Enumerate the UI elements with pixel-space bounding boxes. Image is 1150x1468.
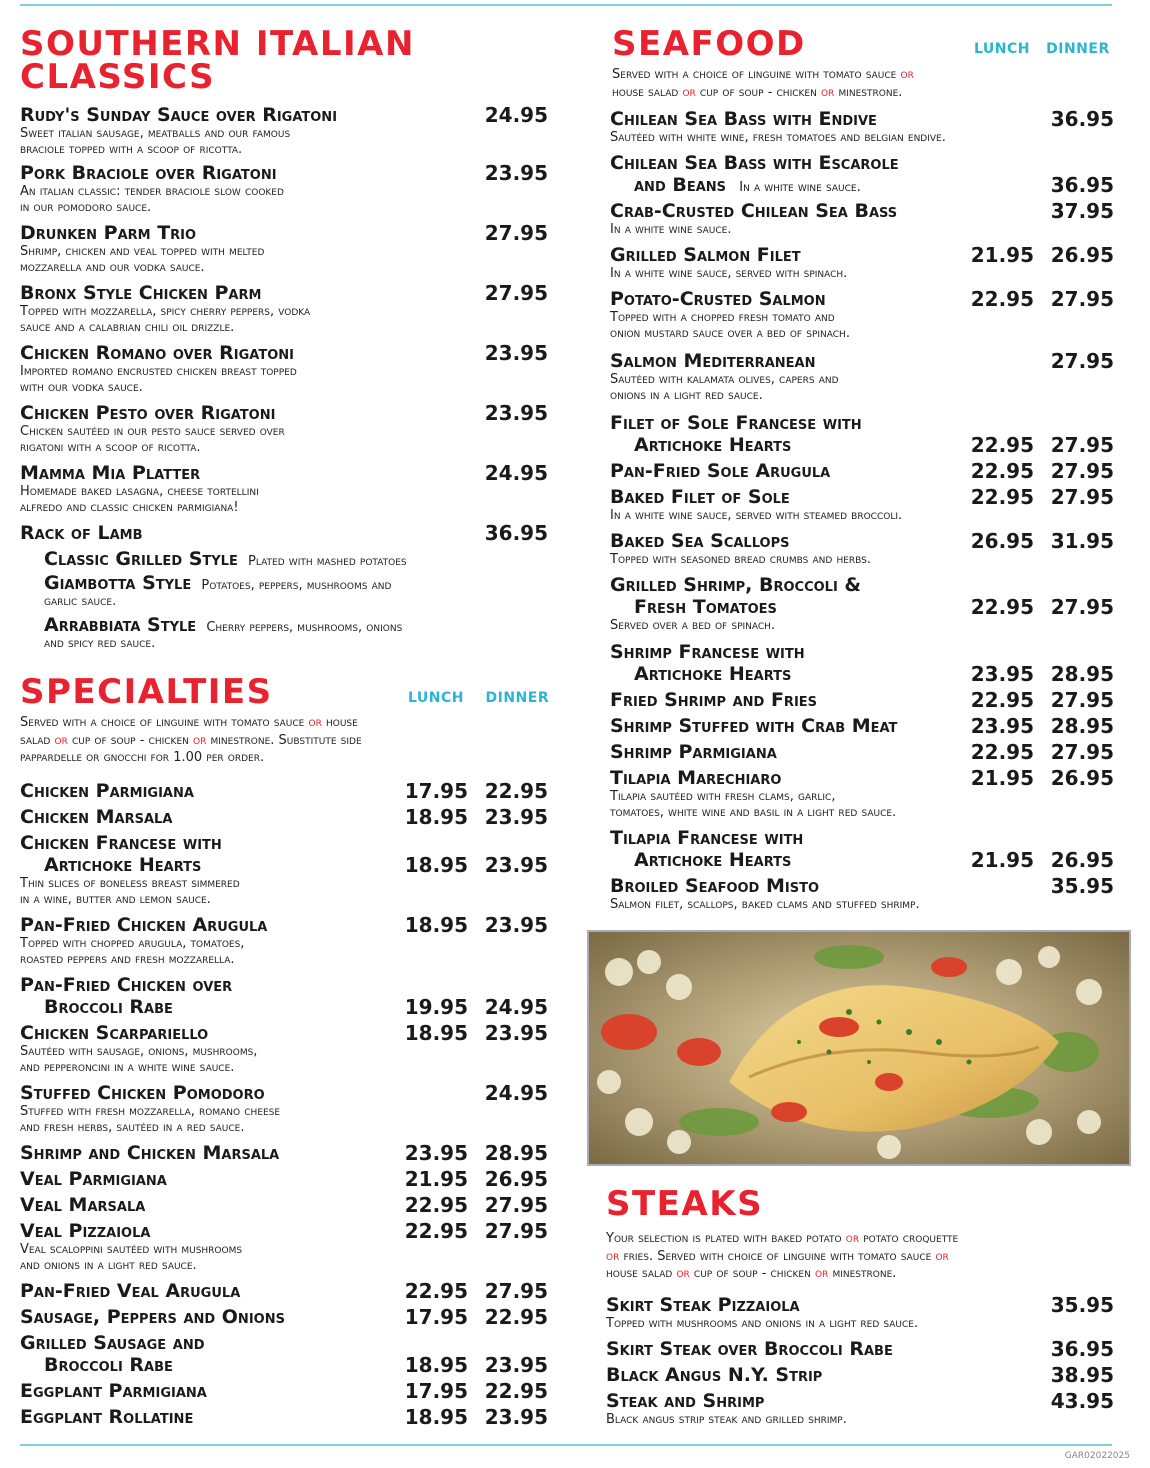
menu-item: Chicken Marsala 18.95 23.95 <box>20 805 548 829</box>
lamb-style: Arrabbiata Style Cherry peppers, mushrooms, onions and spicy red sauce. <box>44 614 403 651</box>
menu-item: Eggplant Rollatine 18.95 23.95 <box>20 1405 548 1429</box>
menu-code: GAR02022025 <box>1064 1451 1130 1461</box>
menu-item: Chicken Scarpariello 18.95 23.95 Sautéed with sausage, onions, mushrooms, and pepperoncini in a white wine sauce. <box>20 1021 548 1075</box>
menu-item: Fried Shrimp and Fries 22.95 27.95 <box>610 688 1114 712</box>
menu-item: Eggplant Parmigiana 17.95 22.95 <box>20 1379 548 1403</box>
steaks-title: STEAKS <box>606 1184 764 1224</box>
specialties-title: SPECIALTIES <box>20 672 273 712</box>
bottom-rule <box>20 1444 1112 1446</box>
seafood-intro: Served with a choice of linguine with tomato sauce or house salad or cup of soup - chicken or minestrone. <box>612 67 914 100</box>
classics-title: SOUTHERN ITALIAN CLASSICS <box>20 24 415 97</box>
menu-item: Chilean Sea Bass with Escarole and Beans In a white wine sauce. 36.95 <box>610 152 1114 197</box>
seafood-title: SEAFOOD <box>612 24 806 64</box>
menu-item: Shrimp Francese with Artichoke Hearts 23.95 28.95 <box>610 641 1114 686</box>
menu-item: Shrimp Stuffed with Crab Meat 23.95 28.95 <box>610 714 1114 738</box>
menu-item: Broiled Seafood Misto 35.95 Salmon filet, scallops, baked clams and stuffed shrimp. <box>610 874 1114 912</box>
menu-item: Pan-Fried Chicken Arugula 18.95 23.95 Topped with chopped arugula, tomatoes, roasted peppers and fresh mozzarella. <box>20 913 548 967</box>
lunch-header: LUNCH <box>408 690 464 706</box>
menu-item: Grilled Shrimp, Broccoli & Fresh Tomatoes 22.95 27.95 Served over a bed of spinach. <box>610 574 1114 633</box>
dinner-header: DINNER <box>485 690 550 706</box>
menu-item: Chicken Pesto over Rigatoni 23.95 Chicken sautéed in our pesto sauce served over rigatoni with a scoop of ricotta. <box>20 401 548 455</box>
menu-item: Skirt Steak over Broccoli Rabe 36.95 <box>606 1337 1114 1361</box>
menu-item: Potato-Crusted Salmon 22.95 27.95 Topped with a chopped fresh tomato and onion mustard sauce over a bed of spinach. <box>610 287 1114 341</box>
menu-item: Skirt Steak Pizzaiola 35.95 Topped with mushrooms and onions in a light red sauce. <box>606 1293 1114 1331</box>
menu-item: Rudy's Sunday Sauce over Rigatoni 24.95 Sweet italian sausage, meatballs and our famous braciole topped with a scoop of ricotta. <box>20 103 548 157</box>
menu-item: Tilapia Marechiaro 21.95 26.95 Tilapia sautéed with fresh clams, garlic, tomatoes, white wine and basil in a light red sauce. <box>610 766 1114 820</box>
steaks-intro: Your selection is plated with baked potato or potato croquette or fries. Served with choice of linguine with tomato sauce or house salad or cup of soup - chicken or minestrone. <box>606 1231 959 1281</box>
menu-item: Pan-Fried Chicken over Broccoli Rabe 19.95 24.95 <box>20 974 548 1019</box>
menu-item: Tilapia Francese with Artichoke Hearts 21.95 26.95 <box>610 827 1114 872</box>
menu-item: Mamma Mia Platter 24.95 Homemade baked lasagna, cheese tortellini alfredo and classic chicken parmigiana! <box>20 461 548 515</box>
menu-item: Veal Parmigiana 21.95 26.95 <box>20 1167 548 1191</box>
menu-item: Chicken Parmigiana 17.95 22.95 <box>20 779 548 803</box>
menu-item: Grilled Salmon Filet 21.95 26.95 In a white wine sauce, served with spinach. <box>610 243 1114 281</box>
menu-item-rack-of-lamb: Rack of Lamb 36.95 <box>20 521 548 545</box>
menu-item: Bronx Style Chicken Parm 27.95 Topped with mozzarella, spicy cherry peppers, vodka sauce and a calabrian chili oil drizzle. <box>20 281 548 335</box>
seafood-dish-image <box>589 932 1129 1164</box>
menu-item: Drunken Parm Trio 27.95 Shrimp, chicken and veal topped with melted mozzarella and our vodka sauce. <box>20 221 548 275</box>
menu-item: Black Angus N.Y. Strip 38.95 <box>606 1363 1114 1387</box>
menu-item: Salmon Mediterranean 27.95 Sautéed with kalamata olives, capers and onions in a light red sauce. <box>610 349 1114 403</box>
menu-item: Pan-Fried Veal Arugula 22.95 27.95 <box>20 1279 548 1303</box>
menu-item: Veal Pizzaiola 22.95 27.95 Veal scaloppini sautéed with mushrooms and onions in a light red sauce. <box>20 1219 548 1273</box>
menu-item: Chicken Romano over Rigatoni 23.95 Imported romano encrusted chicken breast topped with our vodka sauce. <box>20 341 548 395</box>
lamb-style: Giambotta Style Potatoes, peppers, mushrooms and garlic sauce. <box>44 572 392 609</box>
menu-item: Stuffed Chicken Pomodoro 24.95 Stuffed with fresh mozzarella, romano cheese and fresh herbs, sautéed in a red sauce. <box>20 1081 548 1135</box>
menu-item: Shrimp and Chicken Marsala 23.95 28.95 <box>20 1141 548 1165</box>
seafood-dish-photo <box>587 930 1131 1166</box>
menu-item: Chicken Francese with Artichoke Hearts 18.95 23.95 Thin slices of boneless breast simmered in a wine, butter and lemon sauce. <box>20 832 548 907</box>
price-column-headers <box>408 690 550 706</box>
lunch-header: LUNCH <box>974 41 1030 57</box>
menu-item: Shrimp Parmigiana 22.95 27.95 <box>610 740 1114 764</box>
menu-item: Veal Marsala 22.95 27.95 <box>20 1193 548 1217</box>
specialties-intro: Served with a choice of linguine with tomato sauce or house salad or cup of soup - chicken or minestrone. Substitute side pappardelle or gnocchi for 1.00 per order. <box>20 715 362 765</box>
menu-item: Pork Braciole over Rigatoni 23.95 An italian classic: tender braciole slow cooked in our pomodoro sauce. <box>20 161 548 215</box>
price-column-headers <box>974 41 1114 57</box>
menu-item: Grilled Sausage and Broccoli Rabe 18.95 23.95 <box>20 1332 548 1377</box>
menu-item: Chilean Sea Bass with Endive 36.95 Sautéed with white wine, fresh tomatoes and belgian endive. <box>610 107 1114 145</box>
menu-item: Steak and Shrimp 43.95 Black angus strip steak and grilled shrimp. <box>606 1389 1114 1427</box>
menu-item: Sausage, Peppers and Onions 17.95 22.95 <box>20 1305 548 1329</box>
menu-item: Crab-Crusted Chilean Sea Bass 37.95 In a white wine sauce. <box>610 199 1114 237</box>
menu-item: Baked Filet of Sole 22.95 27.95 In a white wine sauce, served with steamed broccoli. <box>610 485 1114 523</box>
dinner-header: DINNER <box>1046 41 1110 57</box>
menu-item: Pan-Fried Sole Arugula 22.95 27.95 <box>610 459 1114 483</box>
top-rule <box>20 4 1112 6</box>
lamb-style: Classic Grilled Style Plated with mashed potatoes <box>44 548 407 570</box>
menu-item: Baked Sea Scallops 26.95 31.95 Topped with seasoned bread crumbs and herbs. <box>610 529 1114 567</box>
menu-item: Filet of Sole Francese with Artichoke Hearts 22.95 27.95 <box>610 412 1114 457</box>
